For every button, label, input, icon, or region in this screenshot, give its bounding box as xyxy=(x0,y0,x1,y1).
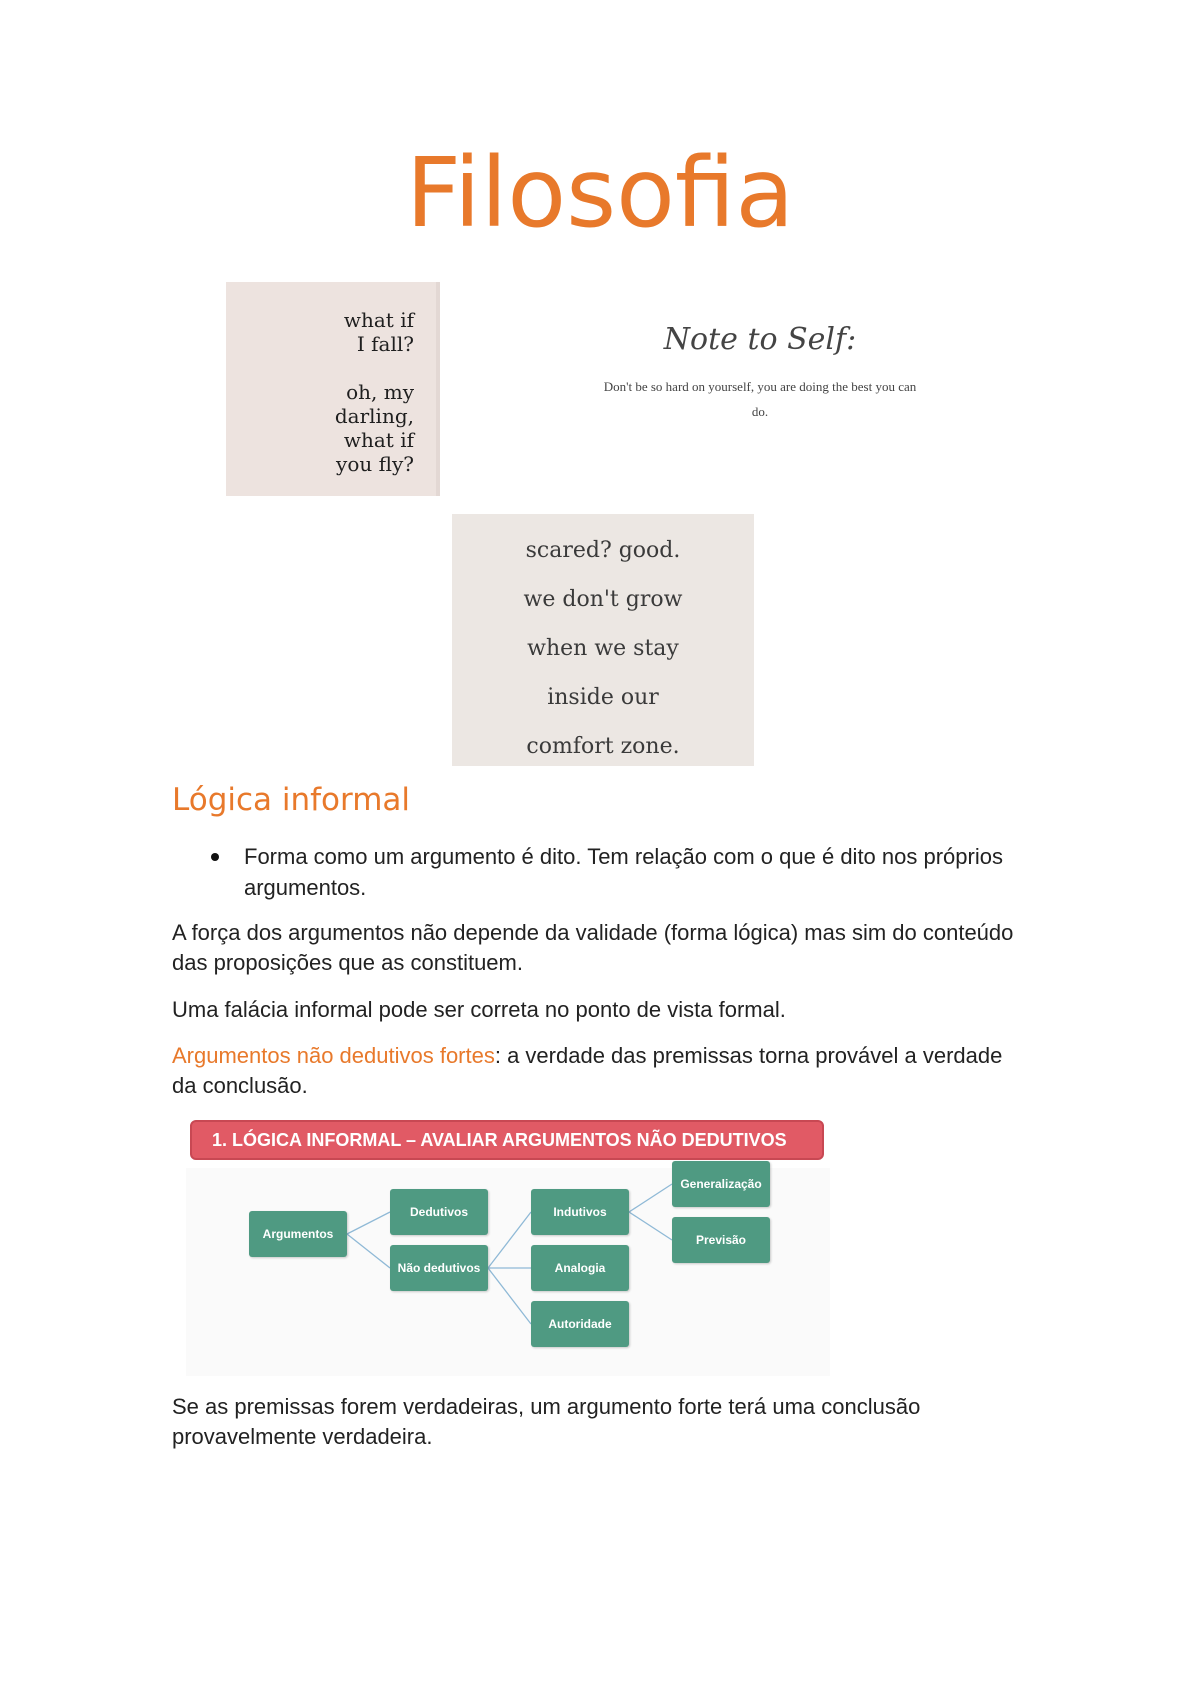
quote-line: what if xyxy=(343,428,414,452)
node-dedutivos: Dedutivos xyxy=(390,1189,488,1235)
paragraph: Uma falácia informal pode ser correta no ponto de vista formal. xyxy=(172,997,786,1022)
node-autoridade: Autoridade xyxy=(531,1301,629,1347)
node-previsao: Previsão xyxy=(672,1217,770,1263)
link-argumentos-nao-dedutivos xyxy=(347,1234,390,1268)
node-generalizacao: Generalização xyxy=(672,1161,770,1207)
quote-line: comfort zone. xyxy=(526,734,680,759)
node-analogia: Analogia xyxy=(531,1245,629,1291)
highlighted-term: Argumentos não dedutivos fortes xyxy=(172,1043,495,1068)
node-nao-dedutivos: Não dedutivos xyxy=(390,1245,488,1291)
paragraph: Se as premissas forem verdadeiras, um argumento forte terá uma conclusão provavelmente verdadeira. xyxy=(172,1394,921,1449)
paragraph-text: : a verdade das premissas torna provável a verdade da conclusão. xyxy=(172,1043,1003,1098)
quote-image-note-to-self xyxy=(600,320,920,440)
note-heading: Note to Self: xyxy=(663,322,857,357)
quote-line: oh, my xyxy=(346,380,414,404)
quote-line: I fall? xyxy=(356,332,414,356)
link-argumentos-dedutivos xyxy=(347,1212,390,1234)
quote-image-comfort-zone xyxy=(452,514,754,766)
quote-line: scared? good. xyxy=(525,538,681,563)
diagram-banner: 1. LÓGICA INFORMAL – AVALIAR ARGUMENTOS NÃO DEDUTIVOS xyxy=(190,1120,824,1160)
bullet-item: Forma como um argumento é dito. Tem relação com o que é dito nos próprios argumentos. xyxy=(244,841,1064,903)
node-argumentos: Argumentos xyxy=(249,1211,347,1257)
diagram-canvas xyxy=(186,1168,830,1376)
link-indutivos-generalizacao xyxy=(629,1184,672,1212)
quote-line: inside our xyxy=(547,685,659,710)
bullet-list xyxy=(204,841,1064,903)
paragraph xyxy=(172,1041,1032,1101)
argument-diagram xyxy=(186,1116,830,1376)
node-indutivos: Indutivos xyxy=(531,1189,629,1235)
link-nao-dedutivos-indutivos xyxy=(488,1212,531,1268)
section-heading: Lógica informal xyxy=(172,782,411,818)
quote-line: darling, xyxy=(334,404,414,428)
quote-line: we don't grow xyxy=(523,587,683,612)
quote-line: you fly? xyxy=(336,452,414,476)
document-title: Filosofia xyxy=(405,137,795,249)
paragraph: A força dos argumentos não depende da validade (forma lógica) mas sim do conteúdo das proposições que as constituem. xyxy=(172,920,1014,975)
quote-image-what-if xyxy=(226,282,440,496)
link-indutivos-previsao xyxy=(629,1212,672,1240)
quote-line: what if xyxy=(343,308,414,332)
quote-line: when we stay xyxy=(527,636,679,661)
note-body: Don't be so hard on yourself, you are doing the best you can do. xyxy=(603,379,917,419)
link-nao-dedutivos-autoridade xyxy=(488,1268,531,1324)
